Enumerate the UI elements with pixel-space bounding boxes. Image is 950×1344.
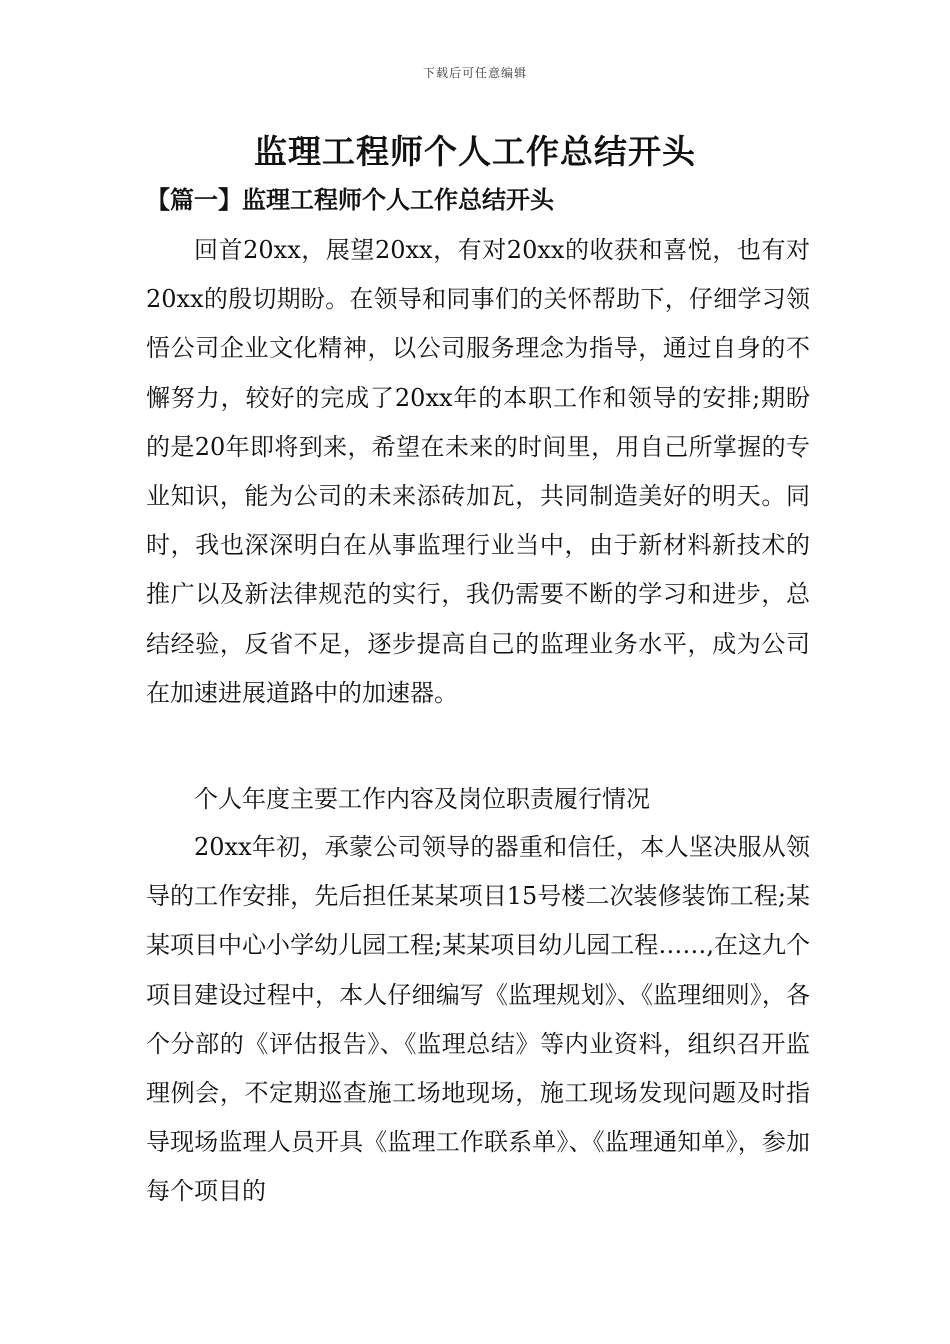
document-title: 监理工程师个人工作总结开头: [254, 132, 696, 171]
header-note: 下载后可任意编辑: [422, 66, 527, 80]
paragraph-intro: 回首20xx，展望20xx，有对20xx的收获和喜悦，也有对20xx的殷切期盼。在领导和同事们的关怀帮助下，仔细学习领悟公司企业文化精神，以公司服务理念为指导，通过自身的不懈努力，较好的完成了20xx年的本职工作和领导的安排;期盼的是20年即将到来，希望在未来的时间里，用自己所掌握的专业知识，能为公司的未来添砖加瓦，共同制造美好的明天。同时，我也深深明白在从事监理行业当中，由于新材料新技术的推广以及新法律规范的实行，我仍需要不断的学习和进步，总结经验，反省不足，逐步提高自己的监理业务水平，成为公司在加速进展道路中的加速器。: [146, 236, 810, 707]
paragraph-work-content: 20xx年初，承蒙公司领导的器重和信任，本人坚决服从领导的工作安排，先后担任某某项目15号楼二次装修装饰工程;某某项目中心小学幼儿园工程;某某项目幼儿园工程……,在这九个项目建设过程中，本人仔细编写《监理规划》、《监理细则》，各个分部的《评估报告》、《监理总结》等内业资料，组织召开监理例会，不定期巡查施工场地现场，施工现场发现问题及时指导现场监理人员开具《监理工作联系单》、《监理通知单》，参加每个项目的: [146, 833, 810, 1206]
section-heading: 【篇一】监理工程师个人工作总结开头: [146, 185, 554, 214]
paragraph-subheading: 个人年度主要工作内容及岗位职责履行情况: [194, 785, 650, 813]
